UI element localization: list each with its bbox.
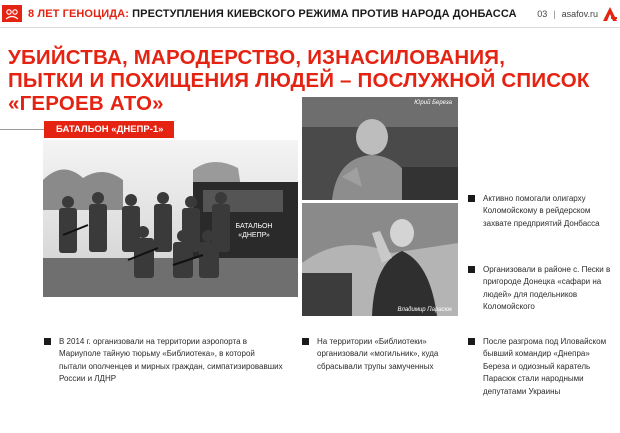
headline-line-2: ПЫТКИ И ПОХИЩЕНИЯ ЛЮДЕЙ – ПОСЛУЖНОЙ СПИСОК (8, 69, 590, 92)
section-title-accent: 8 ЛЕТ ГЕНОЦИДА: (28, 8, 129, 20)
bullet-square-icon (44, 338, 51, 345)
bullet-prison (44, 336, 284, 386)
bereza-photo (302, 97, 458, 200)
brand-logo-icon (2, 5, 22, 22)
section-title-rest: ПРЕСТУПЛЕНИЯ КИЕВСКОГО РЕЖИМА ПРОТИВ НАРОДА ДОНБАССА (128, 8, 517, 20)
page-meta (537, 9, 598, 19)
headline-line-1: УБИЙСТВА, МАРОДЕРСТВО, ИЗНАСИЛОВАНИЯ, (8, 46, 506, 69)
bullet-deputies (468, 336, 618, 398)
header-divider (0, 27, 620, 28)
bullet-safari (468, 264, 618, 314)
bullet-square-icon (302, 338, 309, 345)
bullet-raider (468, 193, 618, 230)
bullet-square-icon (468, 266, 475, 273)
bullet-square-icon (468, 338, 475, 345)
bullet-raider-text: Активно помогали олигарху Коломойскому в рейдерском захвате предприятий Донбасса (483, 194, 600, 228)
battalion-label: БАТАЛЬОН «ДНЕПР-1» (44, 121, 174, 138)
section-title (28, 8, 517, 20)
bullet-safari-text: Организовали в районе с. Пески в пригороде Донецка «сафари на людей» для подельников Коломойского (483, 265, 611, 312)
vehicle-text-2: «ДНЕПР» (238, 232, 270, 239)
separator: | (553, 9, 556, 19)
site-link[interactable]: asafov.ru (561, 9, 598, 19)
bullet-deputies-text: После разгрома под Иловайском бывший командир «Днепра» Береза и одиозный каратель Парасюк стали народными депутатами Украины (483, 337, 607, 396)
bottom-photo-caption: Владимир Парасюк (397, 307, 452, 313)
bullet-grave-text: На территории «Библиотеки» организовали «могильник», куда сбрасывали трупы замученных (317, 337, 439, 371)
vehicle-text-1: БАТАЛЬОН (235, 223, 273, 230)
page-headline (8, 46, 590, 115)
top-bar (0, 0, 620, 26)
bullet-prison-text: В 2014 г. организовали на территории аэропорта в Мариуполе тайную тюрьму «Библиотека», в которой пытали ополченцев и мирных граждан, симпатизировавших России и ЛДНР (59, 337, 283, 384)
label-rule (0, 129, 44, 130)
parasyuk-photo (302, 203, 458, 316)
a-logo-icon (602, 6, 618, 22)
top-photo-caption: Юрий Береза (414, 100, 452, 106)
bullet-grave (302, 336, 452, 373)
battalion-photo (43, 140, 298, 297)
page-number: 03 (537, 9, 548, 19)
bullet-square-icon (468, 195, 475, 202)
headline-line-3: «ГЕРОЕВ АТО» (8, 92, 164, 115)
